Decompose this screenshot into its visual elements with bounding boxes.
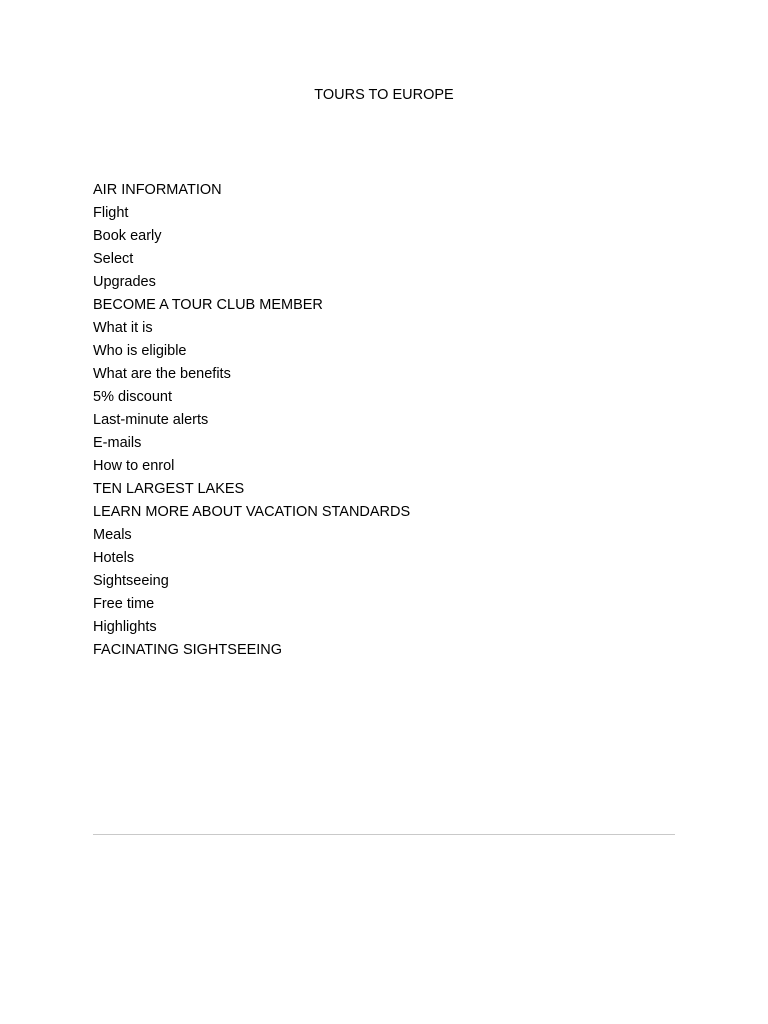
outline-line: E-mails xyxy=(93,435,142,451)
outline-line: Flight xyxy=(93,205,129,221)
outline-line: Highlights xyxy=(93,619,157,635)
outline-line: AIR INFORMATION xyxy=(93,182,222,198)
footer-divider xyxy=(93,834,675,835)
outline-line: Book early xyxy=(93,228,162,244)
outline-line: 5% discount xyxy=(93,389,172,405)
outline-line: LEARN MORE ABOUT VACATION STANDARDS xyxy=(93,504,411,520)
outline-line: Sightseeing xyxy=(93,573,169,589)
outline-line: Last-minute alerts xyxy=(93,412,209,428)
outline-line: What are the benefits xyxy=(93,366,231,382)
outline-line: What it is xyxy=(93,320,153,336)
outline-line: Meals xyxy=(93,527,132,543)
outline-line: TEN LARGEST LAKES xyxy=(93,481,245,497)
outline-list xyxy=(93,179,410,662)
outline-line: Free time xyxy=(93,596,155,612)
outline-line: Who is eligible xyxy=(93,343,187,359)
outline-line: Hotels xyxy=(93,550,135,566)
outline-line: BECOME A TOUR CLUB MEMBER xyxy=(93,297,323,313)
outline-line: How to enrol xyxy=(93,458,175,474)
document-title: TOURS TO EUROPE xyxy=(314,87,454,103)
outline-line: FACINATING SIGHTSEEING xyxy=(93,642,283,658)
outline-line: Select xyxy=(93,251,134,267)
outline-line: Upgrades xyxy=(93,274,156,290)
